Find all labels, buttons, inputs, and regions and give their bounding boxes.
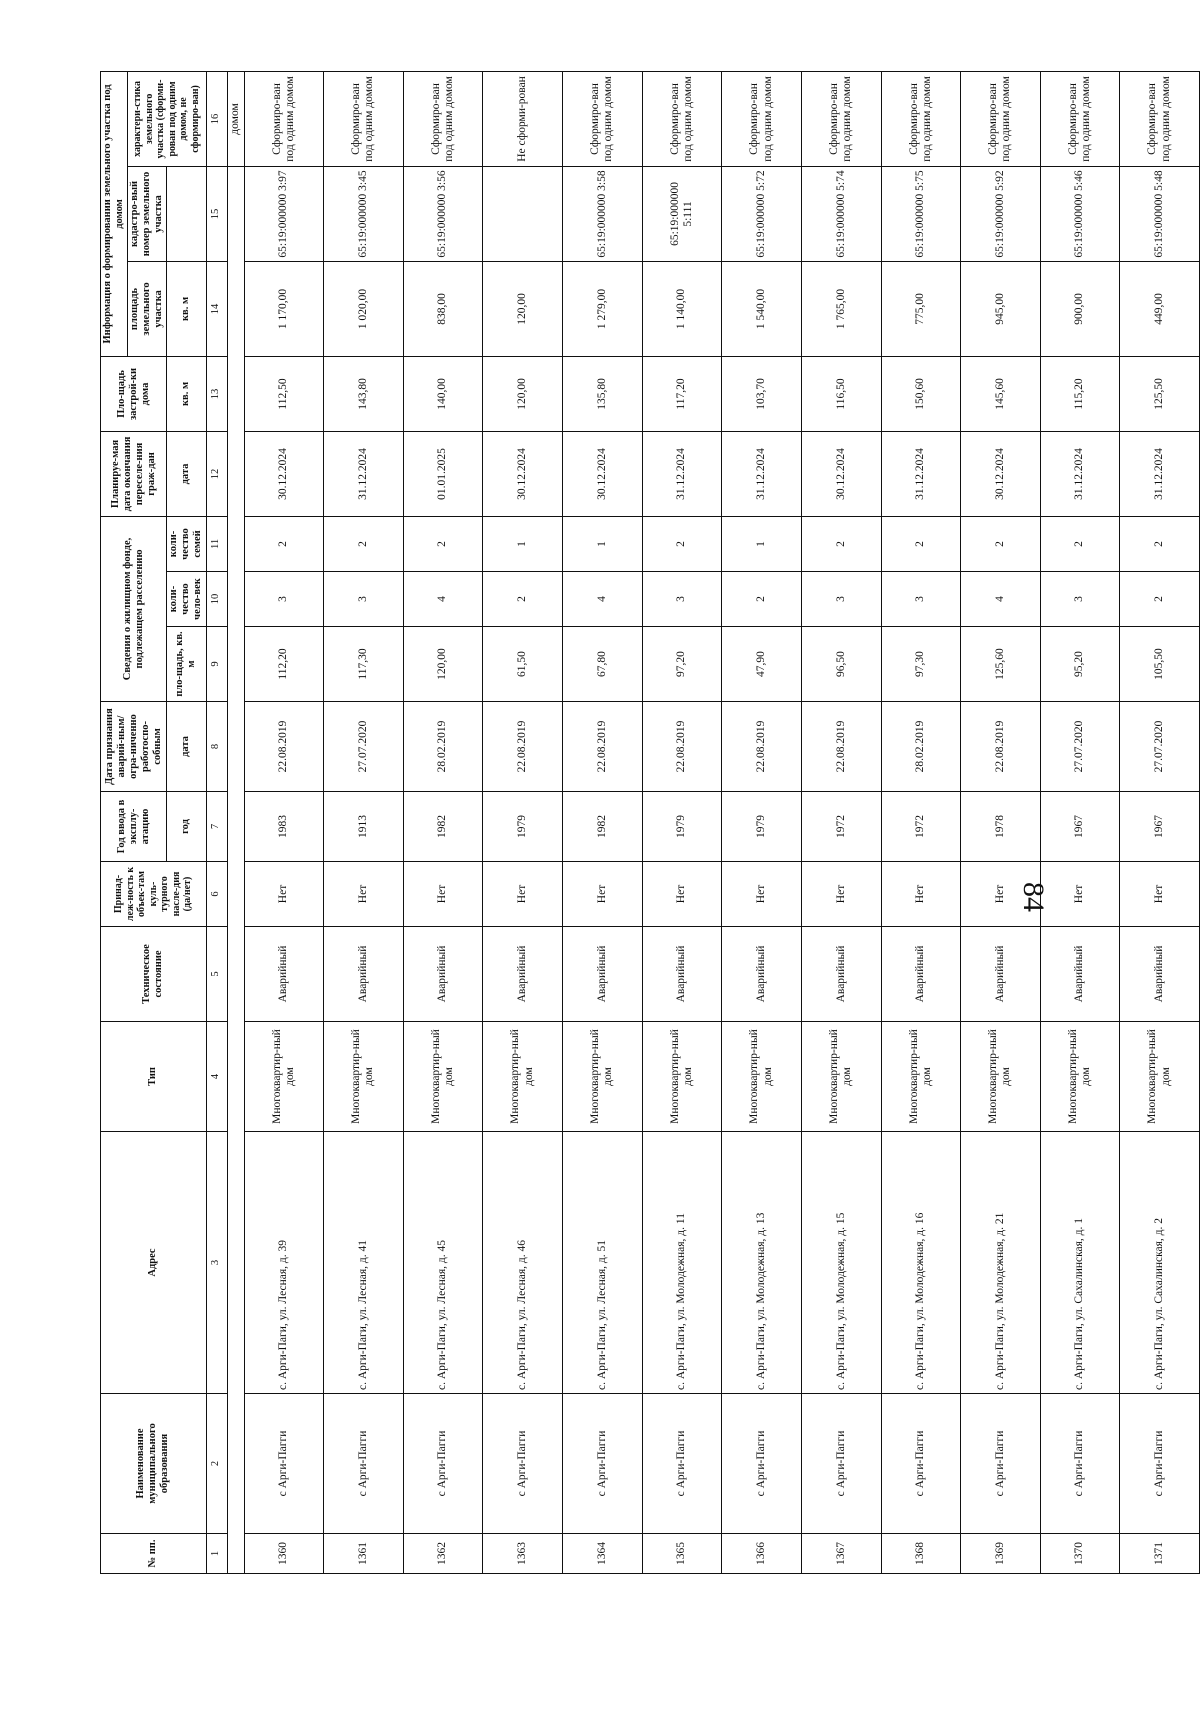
header-year: Год ввода в эксплу-атацию: [101, 792, 167, 862]
cell-type: Многоквартир-ный дом: [483, 1022, 563, 1132]
cell-families: 2: [881, 516, 961, 571]
header-land-char: характери-стика земельного участка (сформи-рован под одним домом, не сформиро-ван): [128, 71, 206, 166]
column-number: 2: [206, 1394, 227, 1534]
cell-families: 2: [1040, 516, 1120, 571]
cell-type: Многоквартир-ный дом: [961, 1022, 1041, 1132]
cell-year: 1967: [1120, 792, 1200, 862]
column-number: 7: [206, 792, 227, 862]
cell-people: 2: [722, 572, 802, 627]
cell-date: 27.07.2020: [1040, 702, 1120, 792]
cell-families: 2: [244, 516, 324, 571]
cell-type: Многоквартир-ный дом: [801, 1022, 881, 1132]
cell-type: Многоквартир-ный дом: [563, 1022, 643, 1132]
cell-address: с. Арги-Паги, ул. Молодежная, д. 11: [642, 1132, 722, 1394]
carry-over-text: домом: [227, 71, 244, 166]
cell-build-area: 125,50: [1120, 356, 1200, 431]
header-cadastral: кадастро-вый номер земельного участка: [128, 166, 167, 261]
cell-index: 1361: [324, 1534, 404, 1574]
cell-state: Аварийный: [483, 927, 563, 1022]
cell-area: 112,20: [244, 627, 324, 702]
column-number: 6: [206, 862, 227, 927]
cell-land-char: Не сформи-рован: [483, 71, 563, 166]
header-date-emergency: Дата признания аварий-ным/огра-ниченно работоспо-собным: [101, 702, 167, 792]
cell-cadastral: 65:19:000000 3:56: [403, 166, 483, 261]
cell-heritage: Нет: [1040, 862, 1120, 927]
cell-address: с. Арги-Паги, ул. Молодежная, д. 15: [801, 1132, 881, 1394]
cell-plan-date: 30.12.2024: [483, 431, 563, 516]
table-body: [244, 71, 1200, 1573]
carry-over-blank: [227, 166, 244, 1573]
cell-state: Аварийный: [722, 927, 802, 1022]
rotated-table-container: [100, 72, 1200, 1574]
table-row: [642, 71, 722, 1573]
cell-cadastral: 65:19:000000 5:74: [801, 166, 881, 261]
cell-municipality: с Арги-Пагги: [1040, 1394, 1120, 1534]
cell-address: с. Арги-Паги, ул. Молодежная, д. 16: [881, 1132, 961, 1394]
cell-land-area: 1 170,00: [244, 261, 324, 356]
cell-land-char: Сформиро-ван под одним домом: [881, 71, 961, 166]
cell-year: 1979: [642, 792, 722, 862]
cell-land-area: 1 765,00: [801, 261, 881, 356]
cell-families: 2: [961, 516, 1041, 571]
cell-index: 1364: [563, 1534, 643, 1574]
cell-date: 22.08.2019: [722, 702, 802, 792]
cell-land-char: Сформиро-ван под одним домом: [1040, 71, 1120, 166]
cell-index: 1368: [881, 1534, 961, 1574]
cell-municipality: с Арги-Пагги: [801, 1394, 881, 1534]
cell-land-area: 1 020,00: [324, 261, 404, 356]
cell-municipality: с Арги-Пагги: [324, 1394, 404, 1534]
column-number-row: [206, 71, 227, 1573]
cell-build-area: 115,20: [1040, 356, 1120, 431]
cell-build-area: 145,60: [961, 356, 1041, 431]
cell-heritage: Нет: [881, 862, 961, 927]
page-number: 84: [1017, 882, 1050, 912]
cell-address: с. Арги-Паги, ул. Лесная, д. 41: [324, 1132, 404, 1394]
cell-families: 2: [642, 516, 722, 571]
column-number: 8: [206, 702, 227, 792]
cell-area: 61,50: [483, 627, 563, 702]
header-planned-date: Планируе-мая дата окончания переселе-ния граж-дан: [101, 431, 167, 516]
cell-plan-date: 30.12.2024: [961, 431, 1041, 516]
header-land-area: площадь земельного участка: [128, 261, 167, 356]
cell-municipality: с Арги-Пагги: [642, 1394, 722, 1534]
cell-area: 120,00: [403, 627, 483, 702]
cell-plan-date: 31.12.2024: [324, 431, 404, 516]
cell-cadastral: 65:19:000000 5:75: [881, 166, 961, 261]
cell-state: Аварийный: [563, 927, 643, 1022]
cell-people: 3: [801, 572, 881, 627]
cell-index: 1363: [483, 1534, 563, 1574]
cell-land-area: 1 279,00: [563, 261, 643, 356]
column-number: 12: [206, 431, 227, 516]
cell-index: 1365: [642, 1534, 722, 1574]
cell-area: 67,80: [563, 627, 643, 702]
cell-index: 1362: [403, 1534, 483, 1574]
cell-families: 2: [801, 516, 881, 571]
cell-people: 4: [961, 572, 1041, 627]
cell-date: 28.02.2019: [881, 702, 961, 792]
column-number: 14: [206, 261, 227, 356]
cell-state: Аварийный: [801, 927, 881, 1022]
cell-year: 1979: [722, 792, 802, 862]
cell-state: Аварийный: [1120, 927, 1200, 1022]
column-number: 1: [206, 1534, 227, 1574]
cell-families: 1: [563, 516, 643, 571]
sub-land-sqm: кв. м: [167, 261, 206, 356]
cell-people: 3: [642, 572, 722, 627]
cell-families: 1: [483, 516, 563, 571]
cell-state: Аварийный: [403, 927, 483, 1022]
header-heritage: Принад-леж-ность к объек-там куль-турного насле-дия (да/нет): [101, 862, 207, 927]
cell-address: с. Арги-Паги, ул. Сахалинская, д. 1: [1040, 1132, 1120, 1394]
cell-cadastral: 65:19:000000 3:97: [244, 166, 324, 261]
cell-heritage: Нет: [324, 862, 404, 927]
cell-municipality: с Арги-Пагги: [1120, 1394, 1200, 1534]
cell-families: 1: [722, 516, 802, 571]
cell-date: 28.02.2019: [403, 702, 483, 792]
header-tech-state: Техническое состояние: [101, 927, 207, 1022]
column-number: 15: [206, 166, 227, 261]
cell-land-area: 775,00: [881, 261, 961, 356]
cell-area: 125,60: [961, 627, 1041, 702]
cell-date: 22.08.2019: [244, 702, 324, 792]
cell-municipality: с Арги-Пагги: [881, 1394, 961, 1534]
cell-families: 2: [1120, 516, 1200, 571]
column-number: 5: [206, 927, 227, 1022]
cell-index: 1360: [244, 1534, 324, 1574]
table-row: [1120, 71, 1200, 1573]
cell-address: с. Арги-Паги, ул. Лесная, д. 46: [483, 1132, 563, 1394]
header-type: Тип: [101, 1022, 207, 1132]
cell-state: Аварийный: [1040, 927, 1120, 1022]
cell-municipality: с Арги-Пагги: [403, 1394, 483, 1534]
cell-families: 2: [403, 516, 483, 571]
column-number: 3: [206, 1132, 227, 1394]
header-housing-info: Сведения о жилищном фонде, подлежащем расселению: [101, 516, 167, 701]
cell-cadastral: 65:19:000000 3:58: [563, 166, 643, 261]
table-header: [101, 71, 245, 1573]
cell-year: 1972: [801, 792, 881, 862]
cell-address: с. Арги-Паги, ул. Лесная, д. 51: [563, 1132, 643, 1394]
cell-index: 1367: [801, 1534, 881, 1574]
cell-land-char: Сформиро-ван под одним домом: [1120, 71, 1200, 166]
cell-land-char: Сформиро-ван под одним домом: [403, 71, 483, 166]
cell-plan-date: 31.12.2024: [642, 431, 722, 516]
cell-land-area: 838,00: [403, 261, 483, 356]
sub-plan-date: дата: [167, 431, 206, 516]
cell-area: 117,30: [324, 627, 404, 702]
cell-heritage: Нет: [961, 862, 1041, 927]
cell-year: 1979: [483, 792, 563, 862]
resettlement-table: [100, 71, 1200, 1574]
cell-plan-date: 30.12.2024: [563, 431, 643, 516]
cell-people: 4: [563, 572, 643, 627]
cell-index: 1369: [961, 1534, 1041, 1574]
cell-state: Аварийный: [244, 927, 324, 1022]
cell-type: Многоквартир-ный дом: [403, 1022, 483, 1132]
cell-land-char: Сформиро-ван под одним домом: [244, 71, 324, 166]
header-index: № пп.: [101, 1534, 207, 1574]
cell-index: 1370: [1040, 1534, 1120, 1574]
column-number: 10: [206, 572, 227, 627]
cell-cadastral: 65:19:000000 5:111: [642, 166, 722, 261]
cell-land-char: Сформиро-ван под одним домом: [563, 71, 643, 166]
table-row: [324, 71, 404, 1573]
column-number: 13: [206, 356, 227, 431]
cell-build-area: 140,00: [403, 356, 483, 431]
sub-date: дата: [167, 702, 206, 792]
cell-heritage: Нет: [1120, 862, 1200, 927]
cell-people: 2: [483, 572, 563, 627]
cell-date: 27.07.2020: [1120, 702, 1200, 792]
cell-build-area: 135,80: [563, 356, 643, 431]
cell-cadastral: 65:19:000000 5:92: [961, 166, 1041, 261]
cell-area: 105,50: [1120, 627, 1200, 702]
cell-type: Многоквартир-ный дом: [642, 1022, 722, 1132]
cell-area: 97,30: [881, 627, 961, 702]
cell-type: Многоквартир-ный дом: [324, 1022, 404, 1132]
cell-address: с. Арги-Паги, ул. Молодежная, д. 13: [722, 1132, 802, 1394]
cell-date: 22.08.2019: [483, 702, 563, 792]
cell-build-area: 143,80: [324, 356, 404, 431]
cell-heritage: Нет: [483, 862, 563, 927]
cell-heritage: Нет: [244, 862, 324, 927]
sub-people: коли-чество чело-век: [167, 572, 206, 627]
cell-area: 95,20: [1040, 627, 1120, 702]
cell-cadastral: 65:19:000000 5:48: [1120, 166, 1200, 261]
cell-land-area: 449,00: [1120, 261, 1200, 356]
cell-municipality: с Арги-Пагги: [961, 1394, 1041, 1534]
cell-people: 3: [1040, 572, 1120, 627]
sub-families: коли-чество семей: [167, 516, 206, 571]
cell-municipality: с Арги-Пагги: [483, 1394, 563, 1534]
table-row: [563, 71, 643, 1573]
cell-land-area: 1 140,00: [642, 261, 722, 356]
cell-date: 22.08.2019: [563, 702, 643, 792]
sub-year: год: [167, 792, 206, 862]
cell-type: Многоквартир-ный дом: [1120, 1022, 1200, 1132]
cell-land-char: Сформиро-ван под одним домом: [324, 71, 404, 166]
cell-year: 1913: [324, 792, 404, 862]
cell-people: 3: [324, 572, 404, 627]
cell-type: Многоквартир-ный дом: [881, 1022, 961, 1132]
cell-people: 3: [244, 572, 324, 627]
cell-year: 1982: [563, 792, 643, 862]
cell-build-area: 116,50: [801, 356, 881, 431]
table-row: [961, 71, 1041, 1573]
table-row: [881, 71, 961, 1573]
cell-land-char: Сформиро-ван под одним домом: [801, 71, 881, 166]
sub-build-sqm: кв. м: [167, 356, 206, 431]
cell-heritage: Нет: [403, 862, 483, 927]
cell-land-char: Сформиро-ван под одним домом: [722, 71, 802, 166]
cell-cadastral: 65:19:000000 3:45: [324, 166, 404, 261]
cell-plan-date: 30.12.2024: [244, 431, 324, 516]
cell-year: 1983: [244, 792, 324, 862]
cell-cadastral: 65:19:000000 5:46: [1040, 166, 1120, 261]
cell-build-area: 120,00: [483, 356, 563, 431]
header-address: Адрес: [101, 1132, 207, 1394]
table-row: [483, 71, 563, 1573]
cell-land-area: 1 540,00: [722, 261, 802, 356]
cell-year: 1972: [881, 792, 961, 862]
cell-year: 1982: [403, 792, 483, 862]
column-number: 4: [206, 1022, 227, 1132]
cell-date: 27.07.2020: [324, 702, 404, 792]
cell-year: 1978: [961, 792, 1041, 862]
cell-year: 1967: [1040, 792, 1120, 862]
table-row: [1040, 71, 1120, 1573]
cell-land-char: Сформиро-ван под одним домом: [961, 71, 1041, 166]
table-row: [244, 71, 324, 1573]
sub-area: пло-щадь, кв. м: [167, 627, 206, 702]
cell-state: Аварийный: [961, 927, 1041, 1022]
cell-type: Многоквартир-ный дом: [722, 1022, 802, 1132]
cell-address: с. Арги-Паги, ул. Лесная, д. 39: [244, 1132, 324, 1394]
table-row: [801, 71, 881, 1573]
cell-type: Многоквартир-ный дом: [244, 1022, 324, 1132]
cell-type: Многоквартир-ный дом: [1040, 1022, 1120, 1132]
table-row: [722, 71, 802, 1573]
carry-over-row: [227, 71, 244, 1573]
cell-address: с. Арги-Паги, ул. Сахалинская, д. 2: [1120, 1132, 1200, 1394]
cell-heritage: Нет: [642, 862, 722, 927]
cell-date: 22.08.2019: [642, 702, 722, 792]
cell-build-area: 150,60: [881, 356, 961, 431]
header-municipality: Наименование муниципального образования: [101, 1394, 207, 1534]
cell-area: 97,20: [642, 627, 722, 702]
cell-address: с. Арги-Паги, ул. Лесная, д. 45: [403, 1132, 483, 1394]
cell-area: 96,50: [801, 627, 881, 702]
cell-heritage: Нет: [722, 862, 802, 927]
column-number: 11: [206, 516, 227, 571]
cell-plan-date: 31.12.2024: [881, 431, 961, 516]
column-number: 9: [206, 627, 227, 702]
cell-families: 2: [324, 516, 404, 571]
cell-index: 1371: [1120, 1534, 1200, 1574]
table-row: [403, 71, 483, 1573]
cell-people: 3: [881, 572, 961, 627]
cell-plan-date: 31.12.2024: [722, 431, 802, 516]
cell-state: Аварийный: [881, 927, 961, 1022]
cell-municipality: с Арги-Пагги: [244, 1394, 324, 1534]
column-number: 16: [206, 71, 227, 166]
cell-land-char: Сформиро-ван под одним домом: [642, 71, 722, 166]
cell-plan-date: 31.12.2024: [1120, 431, 1200, 516]
cell-address: с. Арги-Паги, ул. Молодежная, д. 21: [961, 1132, 1041, 1394]
cell-area: 47,90: [722, 627, 802, 702]
cell-heritage: Нет: [801, 862, 881, 927]
cell-build-area: 103,70: [722, 356, 802, 431]
cell-people: 4: [403, 572, 483, 627]
cell-cadastral: 65:19:000000 5:72: [722, 166, 802, 261]
cell-land-area: 900,00: [1040, 261, 1120, 356]
cell-date: 22.08.2019: [961, 702, 1041, 792]
cell-date: 22.08.2019: [801, 702, 881, 792]
cell-municipality: с Арги-Пагги: [722, 1394, 802, 1534]
cell-build-area: 112,50: [244, 356, 324, 431]
cell-plan-date: 31.12.2024: [1040, 431, 1120, 516]
cell-people: 2: [1120, 572, 1200, 627]
cell-state: Аварийный: [324, 927, 404, 1022]
cell-plan-date: 30.12.2024: [801, 431, 881, 516]
header-build-area: Пло-щадь застрой-ки дома: [101, 356, 167, 431]
cell-build-area: 117,20: [642, 356, 722, 431]
cell-land-area: 120,00: [483, 261, 563, 356]
header-land-info: Информация о формировании земельного участка под домом: [101, 71, 128, 356]
cell-cadastral: [483, 166, 563, 261]
cell-state: Аварийный: [642, 927, 722, 1022]
cell-index: 1366: [722, 1534, 802, 1574]
cell-plan-date: 01.01.2025: [403, 431, 483, 516]
cell-heritage: Нет: [563, 862, 643, 927]
cell-municipality: с Арги-Пагги: [563, 1394, 643, 1534]
cell-land-area: 945,00: [961, 261, 1041, 356]
